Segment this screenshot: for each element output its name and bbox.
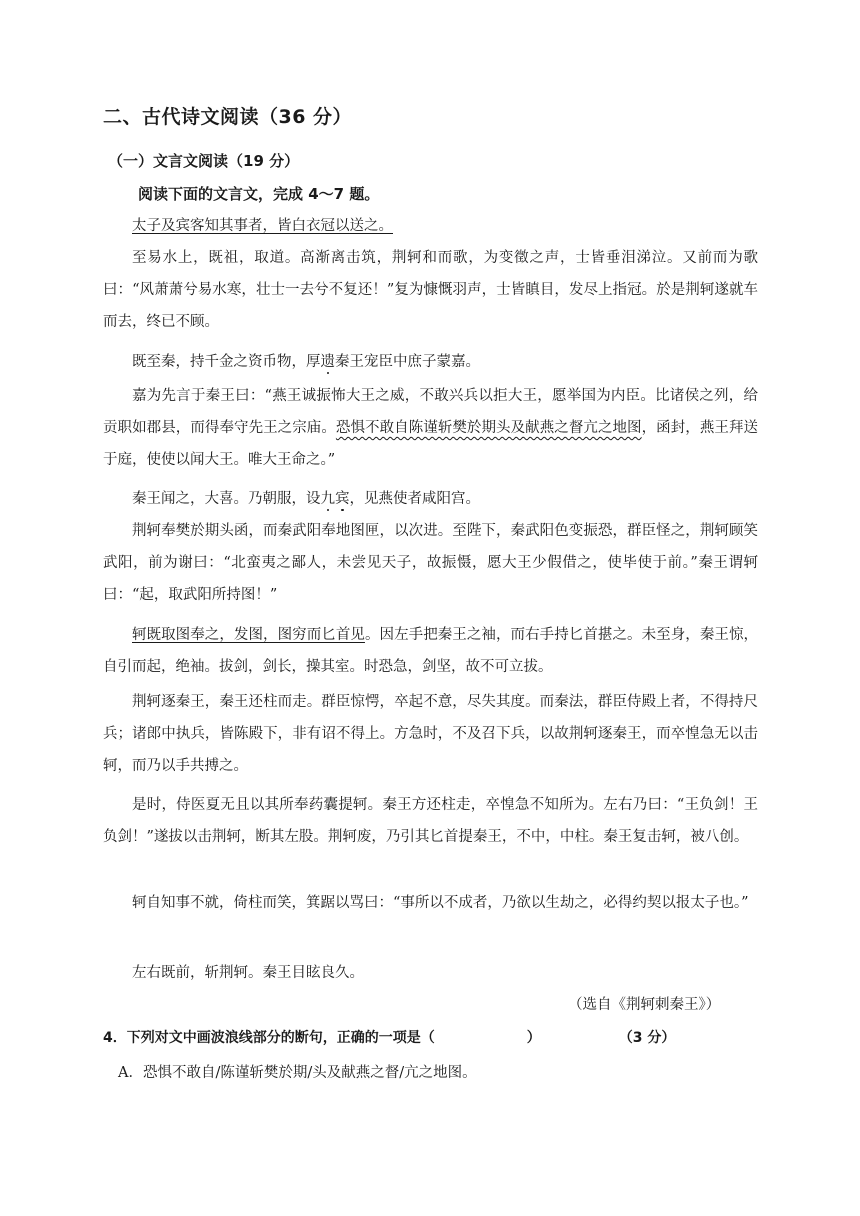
text-fragment: ，见燕使者咸阳宫。 <box>349 491 480 507</box>
passage-paragraph-2 <box>132 350 787 371</box>
text-fragment: 。因左手把秦王之袖，而右手持匕首揕之。未至身，秦王惊，自引而起，绝袖。拔剑，剑长，操其室。时恐急，剑坚，故不可立拔。 <box>103 627 758 675</box>
reading-instruction: 阅读下面的文言文，完成 4～7 题。 <box>138 185 380 203</box>
passage-paragraph-10: 左右既前，斩荆轲。秦王目眩良久。 <box>132 965 364 981</box>
question-stem: 4．下列对文中画波浪线部分的断句，正确的一项是（ <box>103 1030 435 1046</box>
passage-source: （选自《荆轲刺秦王》） <box>568 997 721 1013</box>
text-fragment: 嘉为先言于秦王曰：“燕王诚振怖大王之威，不敢兴兵以拒大王，愿举国为内臣。比诸侯之列，给贡职如郡县，而得奉守先王之宗庙。 <box>103 388 758 436</box>
passage-paragraph-8: 是时，侍医夏无且以其所奉药囊提轲。秦王方还柱走，卒惶急不知所为。左右乃曰：“王负剑！王负剑！”遂拔以击荆轲，断其左股。荆轲废，乃引其匕首提秦王，不中，中柱。秦王复击轲，被八创。 <box>103 797 758 845</box>
underlined-sentence: 轲既取图奉之，发图，图穷而匕首见 <box>132 627 365 643</box>
wavy-underlined-sentence: 恐惧不敢自陈谨斩樊於期头及献燕之督亢之地图 <box>335 420 642 436</box>
passage-paragraph-1: 至易水上，既祖，取道。高渐离击筑，荆轲和而歌，为变徵之声，士皆垂泪涕泣。又前而为歌曰：“风萧萧兮易水寒，壮士一去兮不复还！”复为慷慨羽声，士皆瞋目，发尽上指冠。於是荆轲遂就车而去，终已不顾。 <box>103 250 758 330</box>
underlined-sentence: 太子及宾客知其事者，皆白衣冠以送之。 <box>132 218 393 234</box>
text-fragment: 秦王宠臣中庶子蒙嘉。 <box>335 354 480 370</box>
text-fragment: 秦王闻之，大喜。乃朝服，设 <box>132 491 321 507</box>
passage-paragraph-7: 荆轲逐秦王，秦王还柱而走。群臣惊愕，卒起不意，尽失其度。而秦法，群臣侍殿上者，不得持尺兵；诸郎中执兵，皆陈殿下，非有诏不得上。方急时，不及召下兵，以故荆轲逐秦王，而卒惶急无以击轲，而乃以手共搏之。 <box>103 694 758 774</box>
passage-paragraph-4 <box>132 487 787 508</box>
passage-paragraph-5: 荆轲奉樊於期头函，而秦武阳奉地图匣，以次进。至陛下，秦武阳色变振恐，群臣怪之，荆轲顾笑武阳，前为谢曰：“北蛮夷之鄙人，未尝见天子，故振慑，愿大王少假借之，使毕使于前。”秦王谓轲曰：“起，取武阳所持图！” <box>103 523 758 603</box>
question-close-paren: ） <box>526 1030 541 1046</box>
passage-paragraph-9: 轲自知事不就，倚柱而笑，箕踞以骂曰：“事所以不成者，乃欲以生劫之，必得约契以报太子也。” <box>132 895 749 911</box>
question-4 <box>103 1027 675 1047</box>
passage-paragraph-3 <box>103 380 758 476</box>
emphasized-character: 九 <box>320 491 335 507</box>
passage-paragraph-6 <box>103 619 758 683</box>
text-fragment: ，函封，燕王拜送于庭，使使以闻大王。唯大王命之。” <box>103 420 759 468</box>
section-title: 二、古代诗文阅读（36 分） <box>103 106 353 128</box>
emphasized-character: 遗 <box>320 354 335 370</box>
question-score: （3 分） <box>618 1030 676 1046</box>
emphasized-character: 宾 <box>335 491 350 507</box>
passage-paragraph-0 <box>132 214 787 235</box>
text-fragment: 既至秦，持千金之资币物，厚 <box>132 354 321 370</box>
subsection-title: （一）文言文阅读（19 分） <box>108 152 300 170</box>
option-a[interactable]: A．恐惧不敢自/陈谨斩樊於期/头及献燕之督/亢之地图。 <box>118 1065 477 1081</box>
